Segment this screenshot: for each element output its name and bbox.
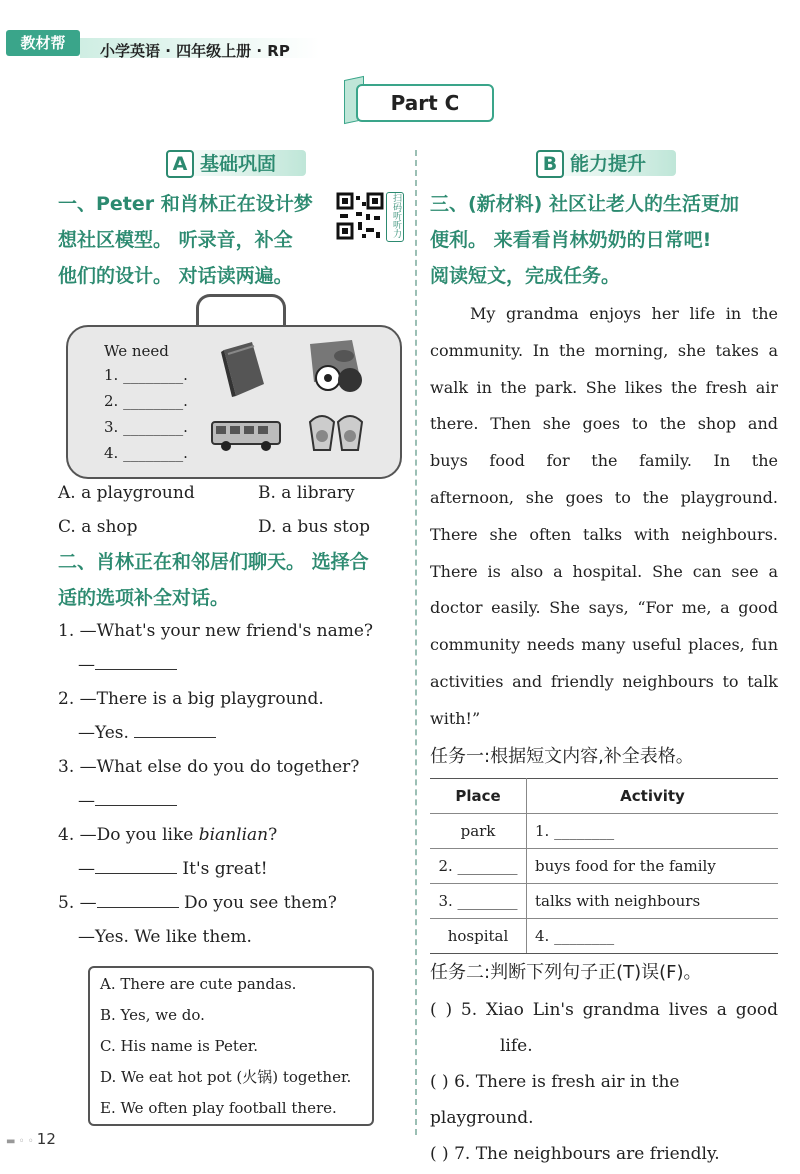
book-title: 小学英语 · 四年级上册 · RP (100, 42, 290, 60)
table-header-activity: Activity (527, 779, 779, 814)
sports-balls-icon (306, 338, 370, 398)
task-1-instruction: 任务一:根据短文内容,补全表格。 (430, 746, 694, 767)
table-cell: hospital (430, 919, 527, 954)
passage-line: with!” (430, 708, 481, 728)
choice-b: B. Yes, we do. (100, 1006, 205, 1024)
q3-line-2: 便利。 来看看肖林奶奶的日常吧! (430, 229, 712, 251)
passage-line: afternoon, she goes to the playground. (430, 487, 778, 507)
bag-item-4[interactable]: 4. ________. (104, 444, 188, 462)
tf-item-7[interactable]: ( ) 7. The neighbours are friendly. (430, 1144, 720, 1164)
dialog-2-statement: 2. —There is a big playground. (58, 689, 324, 709)
q2-choices-box (88, 966, 374, 1126)
part-title: Part C (356, 84, 494, 122)
bag-title: We need (104, 342, 169, 360)
table-cell: buys food for the family (527, 849, 779, 884)
q2-instructions (58, 544, 408, 616)
section-b-heading (536, 150, 676, 176)
passage-line: My grandma enjoys her life in the (470, 304, 778, 323)
q3-line-1: 三、(新材料) 社区让老人的生活更加 (430, 193, 739, 215)
section-a-letter: A (166, 150, 194, 178)
passage-line: There is also a hospital. She can see a (430, 561, 778, 581)
table-row (430, 884, 778, 919)
dialog-1-question: 1. —What's your new friend's name? (58, 621, 374, 641)
dialog-5-question: 5. — Do you see them? (58, 886, 337, 920)
passage-line: there. Then she goes to the shop and (430, 414, 778, 434)
bag-item-3[interactable]: 3. ________. (104, 418, 188, 436)
section-a-title: 基础巩固 (200, 153, 277, 175)
qr-label: 扫码听听力 (386, 192, 404, 242)
bag-list (104, 340, 188, 466)
section-b-title: 能力提升 (570, 153, 647, 175)
q1-option-d: D. a bus stop (258, 517, 371, 537)
passage-line: buys food for the family. In the (430, 451, 778, 471)
q1-line-1: 一、Peter 和肖林正在设计梦 (58, 193, 313, 215)
passage-line: community. In the morning, she takes a (430, 340, 778, 360)
q3-instructions (430, 186, 790, 294)
dialog-5-blank[interactable] (97, 889, 179, 908)
passage-line: doctor easily. She says, “For me, a good (430, 598, 778, 618)
column-divider (415, 150, 417, 1135)
q1-option-c: C. a shop (58, 517, 138, 537)
bus-icon (210, 418, 284, 452)
dialog-5-answer: —Yes. We like them. (78, 927, 252, 947)
page-number: ▬ ◦ ◦ 12 (6, 1130, 56, 1148)
q1-option-a: A. a playground (58, 483, 195, 503)
qr-code-icon[interactable] (336, 192, 384, 240)
dialog-2-answer: —Yes. (78, 716, 216, 750)
table-header-place: Place (430, 779, 527, 814)
table-blank-2[interactable]: 2. ________ (430, 849, 527, 884)
q2-line-2: 适的选项补全对话。 (58, 587, 230, 609)
reading-passage (430, 296, 778, 738)
passage-line: walk in the park. She likes the fresh air (430, 377, 778, 397)
tf-item-5[interactable]: ( ) 5. Xiao Lin's grandma lives a good (430, 1000, 778, 1020)
table-row (430, 849, 778, 884)
table-blank-3[interactable]: 3. ________ (430, 884, 527, 919)
table-row (430, 814, 778, 849)
table-blank-1[interactable]: 1. ________ (527, 814, 779, 849)
dialog-1-answer: — (78, 648, 177, 682)
true-false-list (430, 992, 778, 1172)
table-blank-4[interactable]: 4. ________ (527, 919, 779, 954)
q1-line-2: 想社区模型。 听录音，补全 (58, 229, 293, 251)
tf-item-6[interactable]: ( ) 6. There is fresh air in the playground. (430, 1072, 680, 1128)
dialog-4-answer: — It's great! (78, 852, 268, 886)
dialog-2-blank[interactable] (134, 719, 216, 738)
dialog-3-question: 3. —What else do you do together? (58, 757, 360, 777)
section-b-letter: B (536, 150, 564, 178)
task-2-instruction: 任务二:判断下列句子正(T)误(F)。 (430, 962, 702, 983)
tf-item-5-cont: life. (500, 1036, 533, 1056)
section-a-heading (166, 150, 306, 176)
shopping-bags-icon (306, 404, 368, 454)
activity-table (430, 778, 778, 954)
dialog-4-blank[interactable] (95, 855, 177, 874)
dialog-3-blank[interactable] (95, 787, 177, 806)
choice-a: A. There are cute pandas. (100, 975, 297, 993)
dialog-3-answer: — (78, 784, 177, 818)
passage-line: community needs many useful places, fun (430, 635, 778, 655)
bag-item-2[interactable]: 2. ________. (104, 392, 188, 410)
q3-line-3: 阅读短文，完成任务。 (430, 265, 621, 287)
dialog-4-question: 4. —Do you like bianlian? (58, 825, 278, 845)
passage-line: There she often talks with neighbours. (430, 524, 778, 544)
q1-option-b: B. a library (258, 483, 355, 503)
choice-e: E. We often play football there. (100, 1099, 337, 1117)
choice-c: C. His name is Peter. (100, 1037, 259, 1055)
table-cell: talks with neighbours (527, 884, 779, 919)
table-cell: park (430, 814, 527, 849)
passage-line: activities and friendly neighbours to talk (430, 671, 778, 691)
bag-item-1[interactable]: 1. ________. (104, 366, 188, 384)
q2-line-1: 二、肖林正在和邻居们聊天。 选择合 (58, 551, 369, 573)
dialog-1-blank[interactable] (95, 651, 177, 670)
table-row (430, 919, 778, 954)
q1-line-3: 他们的设计。 对话读两遍。 (58, 265, 293, 287)
book-icon (218, 340, 270, 398)
q1-instructions (58, 186, 328, 294)
book-tag: 教材帮 (6, 30, 80, 56)
choice-d: D. We eat hot pot (火锅) together. (100, 1068, 352, 1086)
